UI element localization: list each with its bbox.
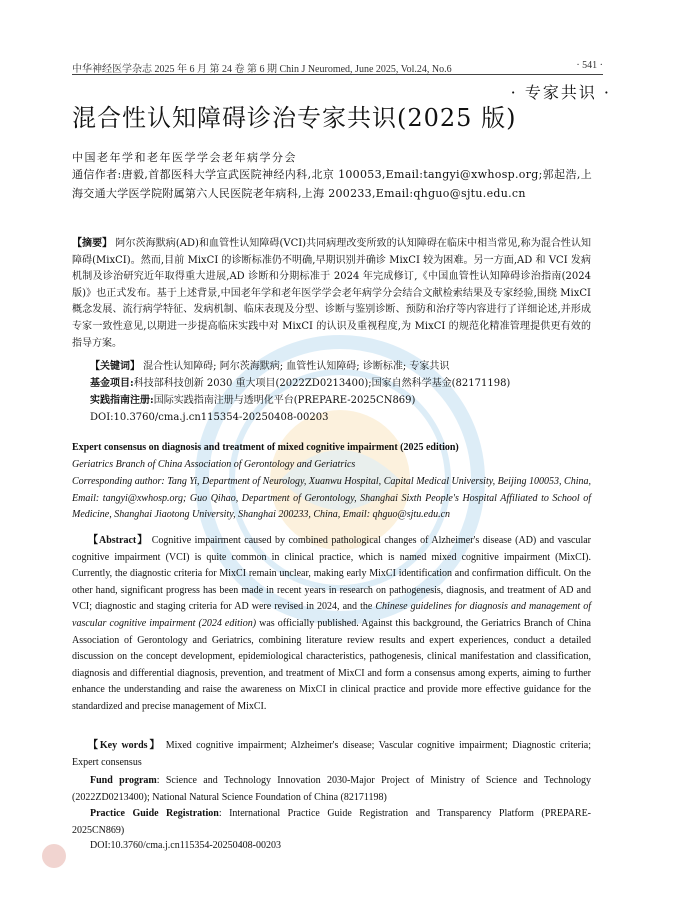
- publisher-seal-icon: [42, 844, 66, 868]
- author-organization-cn: 中国老年学和老年医学学会老年病学分会: [72, 151, 297, 164]
- english-fund-label: Fund program: [90, 775, 157, 786]
- header-rule: [72, 74, 603, 75]
- fund-cn-label: 基金项目:: [90, 378, 134, 389]
- publisher-footer-logo: [42, 842, 342, 870]
- keywords-cn-label: 【关键词】: [90, 361, 140, 372]
- page-number: · 541 ·: [576, 60, 603, 71]
- registration-cn: [90, 393, 590, 410]
- registration-cn-text: 国际实践指南注册与透明化平台(PREPARE-2025CN869): [153, 395, 416, 406]
- abstract-cn-text: 阿尔茨海默病(AD)和血管性认知障碍(VCI)共同病理改变所致的认知障碍在临床中相当常见,称为混合性认知障碍(MixCI)。然而,目前 MixCI 的诊断标准仍不明确,早期识别并确诊 MixCI 较为困难。另一方面,AD 和 VCI 发病机制及诊治研究近年取得重大进展,AD 诊断和分期标准于 2024 年完成修订,《中国血管性认知障碍诊治指南(2024 版)》也正式发布。基于上述背景,中国老年学和老年医学学会老年病学分会结合文献检索结果及专家经验,围绕 MixCI 概念发展、流行病学特征、发病机制、临床表现及分型、诊断与鉴别诊断、预防和治疗等内容进行了详细论述,并形成专家一致性意见,以期进一步提高临床实践中对 MixCI 的认识及重视程度,为 MixCI 的规范化精准管理提供更有效的指导方案。: [72, 238, 592, 349]
- english-abstract-text-1: Cognitive impairment caused by combined pathological changes of Alzheimer's disease (AD) and vascular cognitive impairment (VCI) is quite common in clinical practice, which is named mixed cognitive impairment (MixCI). Currently, the diagnostic criteria for MixCI remain unclear, making early MixCI identification and confirmation difficult. On the other hand, significant progress has been made in recent years in research on pathogenesis, diagnosis, and treatment of AD and VCI; diagnostic and staging criteria for AD were revised in 2024, and the: [72, 535, 591, 613]
- english-registration: [72, 806, 591, 839]
- abstract-cn-label: 【摘要】: [72, 238, 113, 249]
- english-abstract: [72, 533, 591, 716]
- abstract-cn: [72, 236, 591, 352]
- article-title: 混合性认知障碍诊治专家共识(2025 版): [72, 104, 517, 132]
- fund-cn-text: 科技部科技创新 2030 重大项目(2022ZD0213400);国家自然科学基金(82171198): [133, 378, 511, 389]
- english-abstract-text-2: was officially published. Against this background, the Geriatrics Branch of China Association of Gerontology and Geriatrics, combining literature review results and expert experiences, conduct a detailed discussion on the concept development, epidemiological characteristics, pathogenesis, clinical manifestation and classification, diagnosis and differential diagnosis, prevention, and treatment of MixCI and form a consensus among experts, aiming to further enhance the understanding and raise the awareness on MixCI in clinical practice and provide more effective guidance for the standardized and precise management of MixCI.: [72, 617, 591, 712]
- keywords-cn-text: 混合性认知障碍; 阿尔茨海默病; 血管性认知障碍; 诊断标准; 专家共识: [140, 361, 450, 372]
- english-registration-text: : International Practice Guide Registration and Transparency Platform (PREPARE-2025CN869): [72, 808, 592, 836]
- english-abstract-label: 【Abstract】: [88, 535, 149, 546]
- english-organization: Geriatrics Branch of China Association of Gerontology and Geriatrics: [72, 459, 356, 470]
- fund-cn: [90, 376, 590, 393]
- correspondence-cn: 通信作者:唐毅,首都医科大学宣武医院神经内科,北京 100053,Email:tangyi@xwhosp.org;郭起浩,上海交通大学医学院附属第六人民医院老年病科,上海 200233,Email:qhguo@sjtu.edu.cn: [72, 168, 592, 200]
- english-doi: DOI:10.3760/cma.j.cn115354-20250408-00203: [90, 840, 281, 851]
- english-abstract-guideline-title: Chinese guidelines for diagnosis and management of vascular cognitive impairment (2024 edition): [72, 601, 591, 629]
- doi-cn: DOI:10.3760/cma.j.cn115354-20250408-00203: [90, 412, 329, 423]
- english-fund: [72, 773, 591, 806]
- keywords-cn: [90, 359, 590, 376]
- english-keywords-label: 【Key words】: [88, 740, 162, 751]
- english-keywords: [72, 738, 591, 771]
- journal-citation: 中华神经医学杂志 2025 年 6 月 第 24 卷 第 6 期 Chin J Neuromed, June 2025, Vol.24, No.6: [72, 64, 452, 75]
- running-head: [72, 60, 603, 75]
- registration-cn-label: 实践指南注册:: [90, 395, 154, 406]
- section-tag: · 专家共识 ·: [510, 83, 611, 102]
- english-keywords-text: Mixed cognitive impairment; Alzheimer's disease; Vascular cognitive impairment; Diagnostic criteria; Expert consensus: [72, 740, 591, 768]
- english-fund-text: : Science and Technology Innovation 2030-Major Project of Ministry of Science and Technology (2022ZD0213400); National Natural Science Foundation of China (82171198): [72, 775, 591, 803]
- english-registration-label: Practice Guide Registration: [90, 808, 219, 819]
- english-correspondence: Corresponding author: Tang Yi, Department of Neurology, Xuanwu Hospital, Capital Medical University, Beijing 100053, China, Email: tangyi@xwhosp.org; Guo Qihao, Department of Gerontology, Shanghai Sixth People's Hospital Affiliated to School of Medicine, Shanghai Jiaotong University, Shanghai 200233, China, Email: qhguo@sjtu.edu.cn: [72, 476, 591, 521]
- english-title: Expert consensus on diagnosis and treatment of mixed cognitive impairment (2025 edition): [72, 442, 459, 453]
